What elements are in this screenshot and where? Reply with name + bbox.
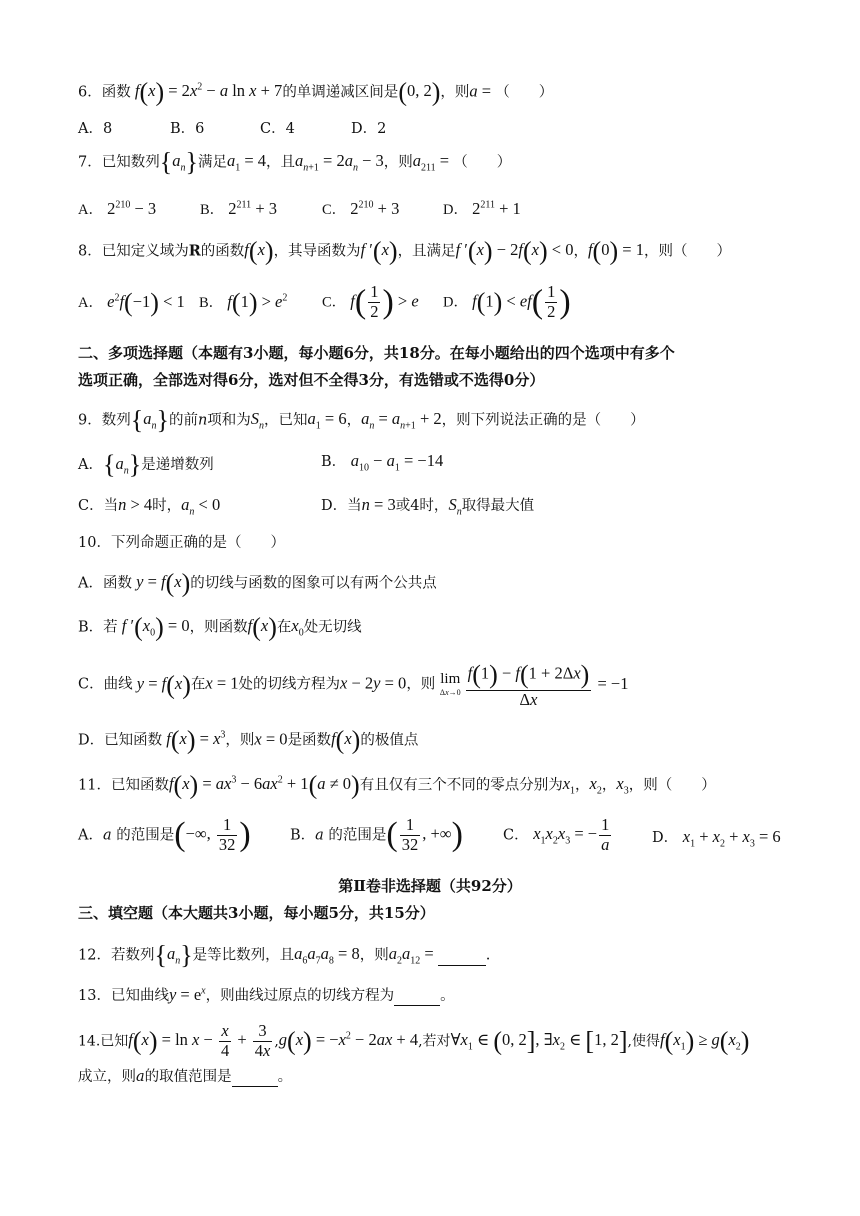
question-9: 9．数列$\{a_n\}$的前n项和为$S_n$，已知$a_1 = 6$，$a_n = a_{n+1} + 2$，则下列说法正确的是（ ） — [78, 406, 645, 435]
section-2-title: 二、多项选择题（本题有3小题，每小题6分，共18分。在每小题给出的四个选项中有多个 — [78, 344, 675, 362]
q12-answer-blank[interactable] — [438, 947, 486, 965]
q8-option-a: A． $e^2f(-1) < 1$ — [78, 288, 185, 317]
section-2-title-cont: 选项正确，全部选对得6分，选对但不全得3分，有选错或不选得0分） — [78, 371, 545, 389]
q6-option-a: A．8 — [78, 121, 113, 137]
q6-number: 6． — [78, 84, 102, 101]
q10-option-a: A．函数 y = f(x)的切线与函数的图象可以有两个公共点 — [78, 569, 437, 598]
part-2-title: 第Ⅱ卷非选择题（共92分） — [338, 877, 522, 895]
q8-option-d: D． f(1) < ef( $\frac{1}{2}$ ) — [443, 282, 571, 321]
q14-answer-blank[interactable] — [232, 1069, 278, 1087]
q11-option-a: A．a 的范围是(−∞, $\frac{1}{32}$ ) — [78, 815, 251, 854]
q10-option-d: D．已知函数 $f(x) = x^3$，则x = 0是函数f(x)的极值点 — [78, 726, 419, 755]
q11-option-b: B．a 的范围是( $\frac{1}{32}$ , +∞) — [290, 815, 463, 854]
question-10: 10．下列命题正确的是（ ） — [78, 535, 285, 551]
q9-option-c: C．当n > 4时，$a_n < 0$ — [78, 495, 221, 518]
q13-answer-blank[interactable] — [394, 988, 440, 1006]
q6-option-c: C．4 — [260, 121, 295, 137]
question-13: 13．已知曲线$y = e^x$，则曲线过原点的切线方程为 。 — [78, 985, 455, 1006]
question-11: 11．已知函数$f(x) = ax^3 - 6ax^2 + 1(a \ne 0)$有且仅有三个不同的零点分别为$x_1$，$x_2$，$x_3$，则（ ） — [78, 771, 716, 800]
question-8: 8．已知定义域为R的函数f(x)，其导函数为f ′(x)，且满足f ′(x) − 2f(x) < 0，f(0) = 1，则（ ） — [78, 237, 731, 266]
question-12: 12．若数列$\{a_n\}$是等比数列，且$a_6a_7a_8 = 8$，则$a_2a_{12}$ = . — [78, 941, 491, 970]
q9-option-a: A．$\{a_n\}$是递增数列 — [78, 450, 214, 479]
section-3-title: 三、填空题（本大题共3小题，每小题5分，共15分） — [78, 904, 435, 922]
q6-option-b: B．6 — [170, 121, 205, 137]
q10-option-c: C．曲线 y = f(x)在x = 1处的切线方程为x − 2y = 0，则 lim Δx→0 $\frac{f(1) - f(1 + 2\Delta x)}{\Delta x}$ = −1 — [78, 660, 629, 709]
q9-option-d: D．当n = 3或4时，$S_n$取得最大值 — [321, 495, 535, 518]
q9-option-b: B． $a_{10} - a_1 = -14$ — [321, 451, 444, 474]
question-14: 14.已知f(x) = ln x − $\frac{x}{4}$ + $\frac{3}{4x}$ $,g(x) = -x^2 - 2ax + 4$,若对$\forall x_1$ ∈ (0, 2], $\exists x_2$ ∈ [1, 2],使得$f(x_1) \ge g(x_2)$ — [78, 1021, 750, 1060]
q11-option-c: C． $x_1x_2x_3$ = − $\frac{1}{a}$ — [503, 815, 610, 854]
q8-option-b: B． $f(1) > e^2$ — [199, 288, 288, 317]
q10-option-b: B．若 f $'(x_0) = 0$，则函数f(x)在$x_0$处无切线 — [78, 613, 362, 642]
q7-option-c: C． $2^{210} + 3$ — [322, 199, 400, 218]
q7-option-a: A． $2^{210} - 3$ — [78, 199, 157, 218]
question-7: 7．已知数列$\{a_n\}$满足$a_1 = 4$，且$a_{n+1} = 2a_n - 3$，则$a_{211}$ = （ ） — [78, 148, 512, 177]
q14-line-2: 成立，则a的取值范围是 。 — [78, 1069, 292, 1087]
q6-option-d: D．2 — [351, 121, 387, 137]
q7-option-d: D． $2^{211} + 1$ — [443, 199, 521, 218]
question-6: 6．函数 $f(x) = 2x^2 - a$ ln x + 7的单调递减区间是(0, 2)，则a = （ ） — [78, 78, 554, 107]
q11-option-d: D． $x_1 + x_2 + x_3 = 6$ — [652, 827, 781, 850]
q7-option-b: B． $2^{211} + 3$ — [200, 199, 277, 218]
q8-option-c: C． f( $\frac{1}{2}$ ) > e — [322, 282, 419, 321]
